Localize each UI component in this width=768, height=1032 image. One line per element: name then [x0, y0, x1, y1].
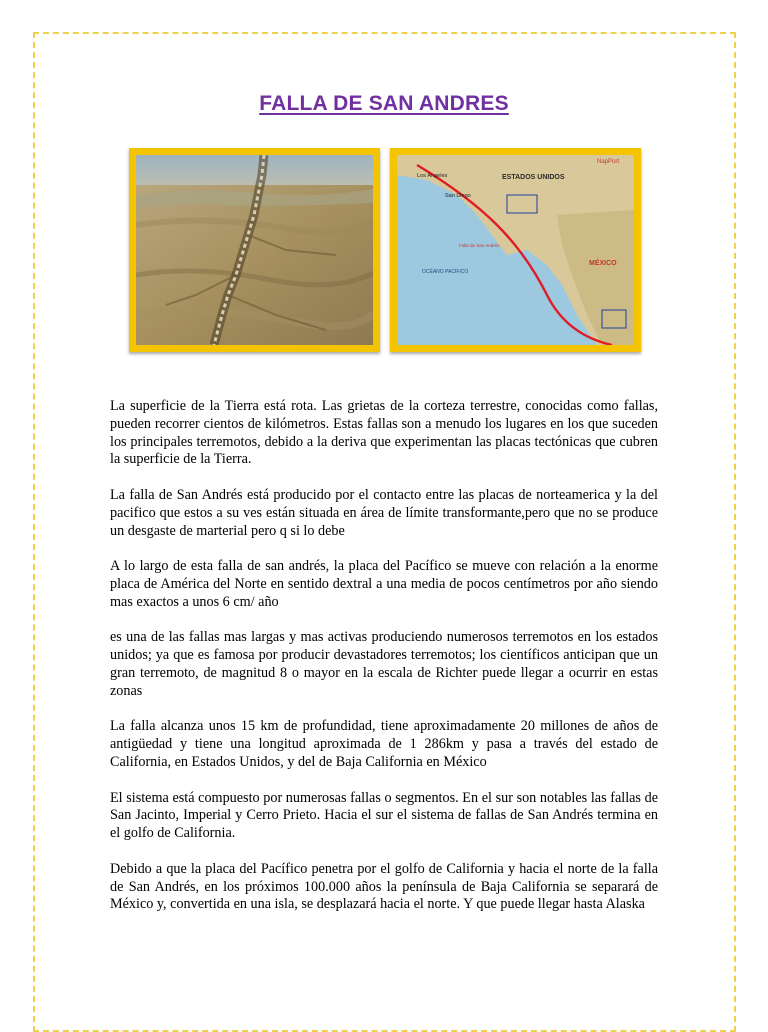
paragraph-4: es una de las fallas mas largas y mas activas produciendo numerosos terremotos en los estados unidos; ya que es famosa por producir devastadores terremotos; los científicos anticipan que un gran terremoto, de magnitud 8 o mayor en la escala de Richter puede llegar a ocurrir en estas zonas: [110, 629, 658, 699]
body-text: [110, 398, 658, 932]
fault-aerial-image: [136, 155, 373, 345]
fault-map: [390, 148, 641, 352]
aerial-photo: [129, 148, 380, 352]
paragraph-3: A lo largo de esta falla de san andrés, la placa del Pacífico se mueve con relación a la enorme placa de América del Norte en sentido dextral a una media de pocos centímetros por año siendo mas exactos a unos 6 cm/ año: [110, 558, 658, 610]
map-fault-label: Falla de San Andrés: [459, 243, 500, 248]
map-country-us-label: ESTADOS UNIDOS: [502, 174, 565, 181]
paragraph-5: La falla alcanza unos 15 km de profundidad, tiene aproximadamente 20 millones de años de antigüedad y tiene una longitud aproximada de 1 286km y pasa a través del estado de California, en Estados Unidos, y del de Baja California en México: [110, 718, 658, 770]
fault-map-image: [397, 155, 634, 345]
page-title: FALLA DE SAN ANDRES: [259, 92, 509, 115]
map-ocean-label: OCÉANO PACÍFICO: [422, 269, 469, 275]
paragraph-1: La superficie de la Tierra está rota. Las grietas de la corteza terrestre, conocidas como fallas, pueden recorrer cientos de kilómetros. Estas fallas son a menudo los lugares en los que suceden los principales terremotos, debido a la deriva que experimentan las placas tectónicas que cubren la superficie de la Tierra.: [110, 398, 658, 468]
map-brand-label: NapPort: [597, 159, 620, 165]
map-city-la-label: Los Ángeles: [417, 173, 448, 179]
map-country-mx-label: MÉXICO: [589, 260, 617, 267]
paragraph-2: La falla de San Andrés está producido por el contacto entre las placas de norteamerica y la del pacifico que estos a su ves están situada en área de límite transformante,pero que no se produce un desgaste de marterial pero q si lo debe: [110, 486, 658, 539]
paragraph-6: El sistema está compuesto por numerosas fallas o segmentos. En el sur son notables las fallas de San Jacinto, Imperial y Cerro Prieto. Hacia el sur el sistema de fallas de San Andrés termina en el golfo de California.: [110, 789, 658, 842]
map-city-sd-label: San Diego: [445, 193, 471, 199]
paragraph-7: Debido a que la placa del Pacífico penetra por el golfo de California y hacia el norte de la falla de San Andrés, en los próximos 100.000 años la península de Baja California se separará de México y, convertida en una isla, se desplazará hacia el norte. Y que puede llegar hasta Alaska: [110, 860, 658, 913]
